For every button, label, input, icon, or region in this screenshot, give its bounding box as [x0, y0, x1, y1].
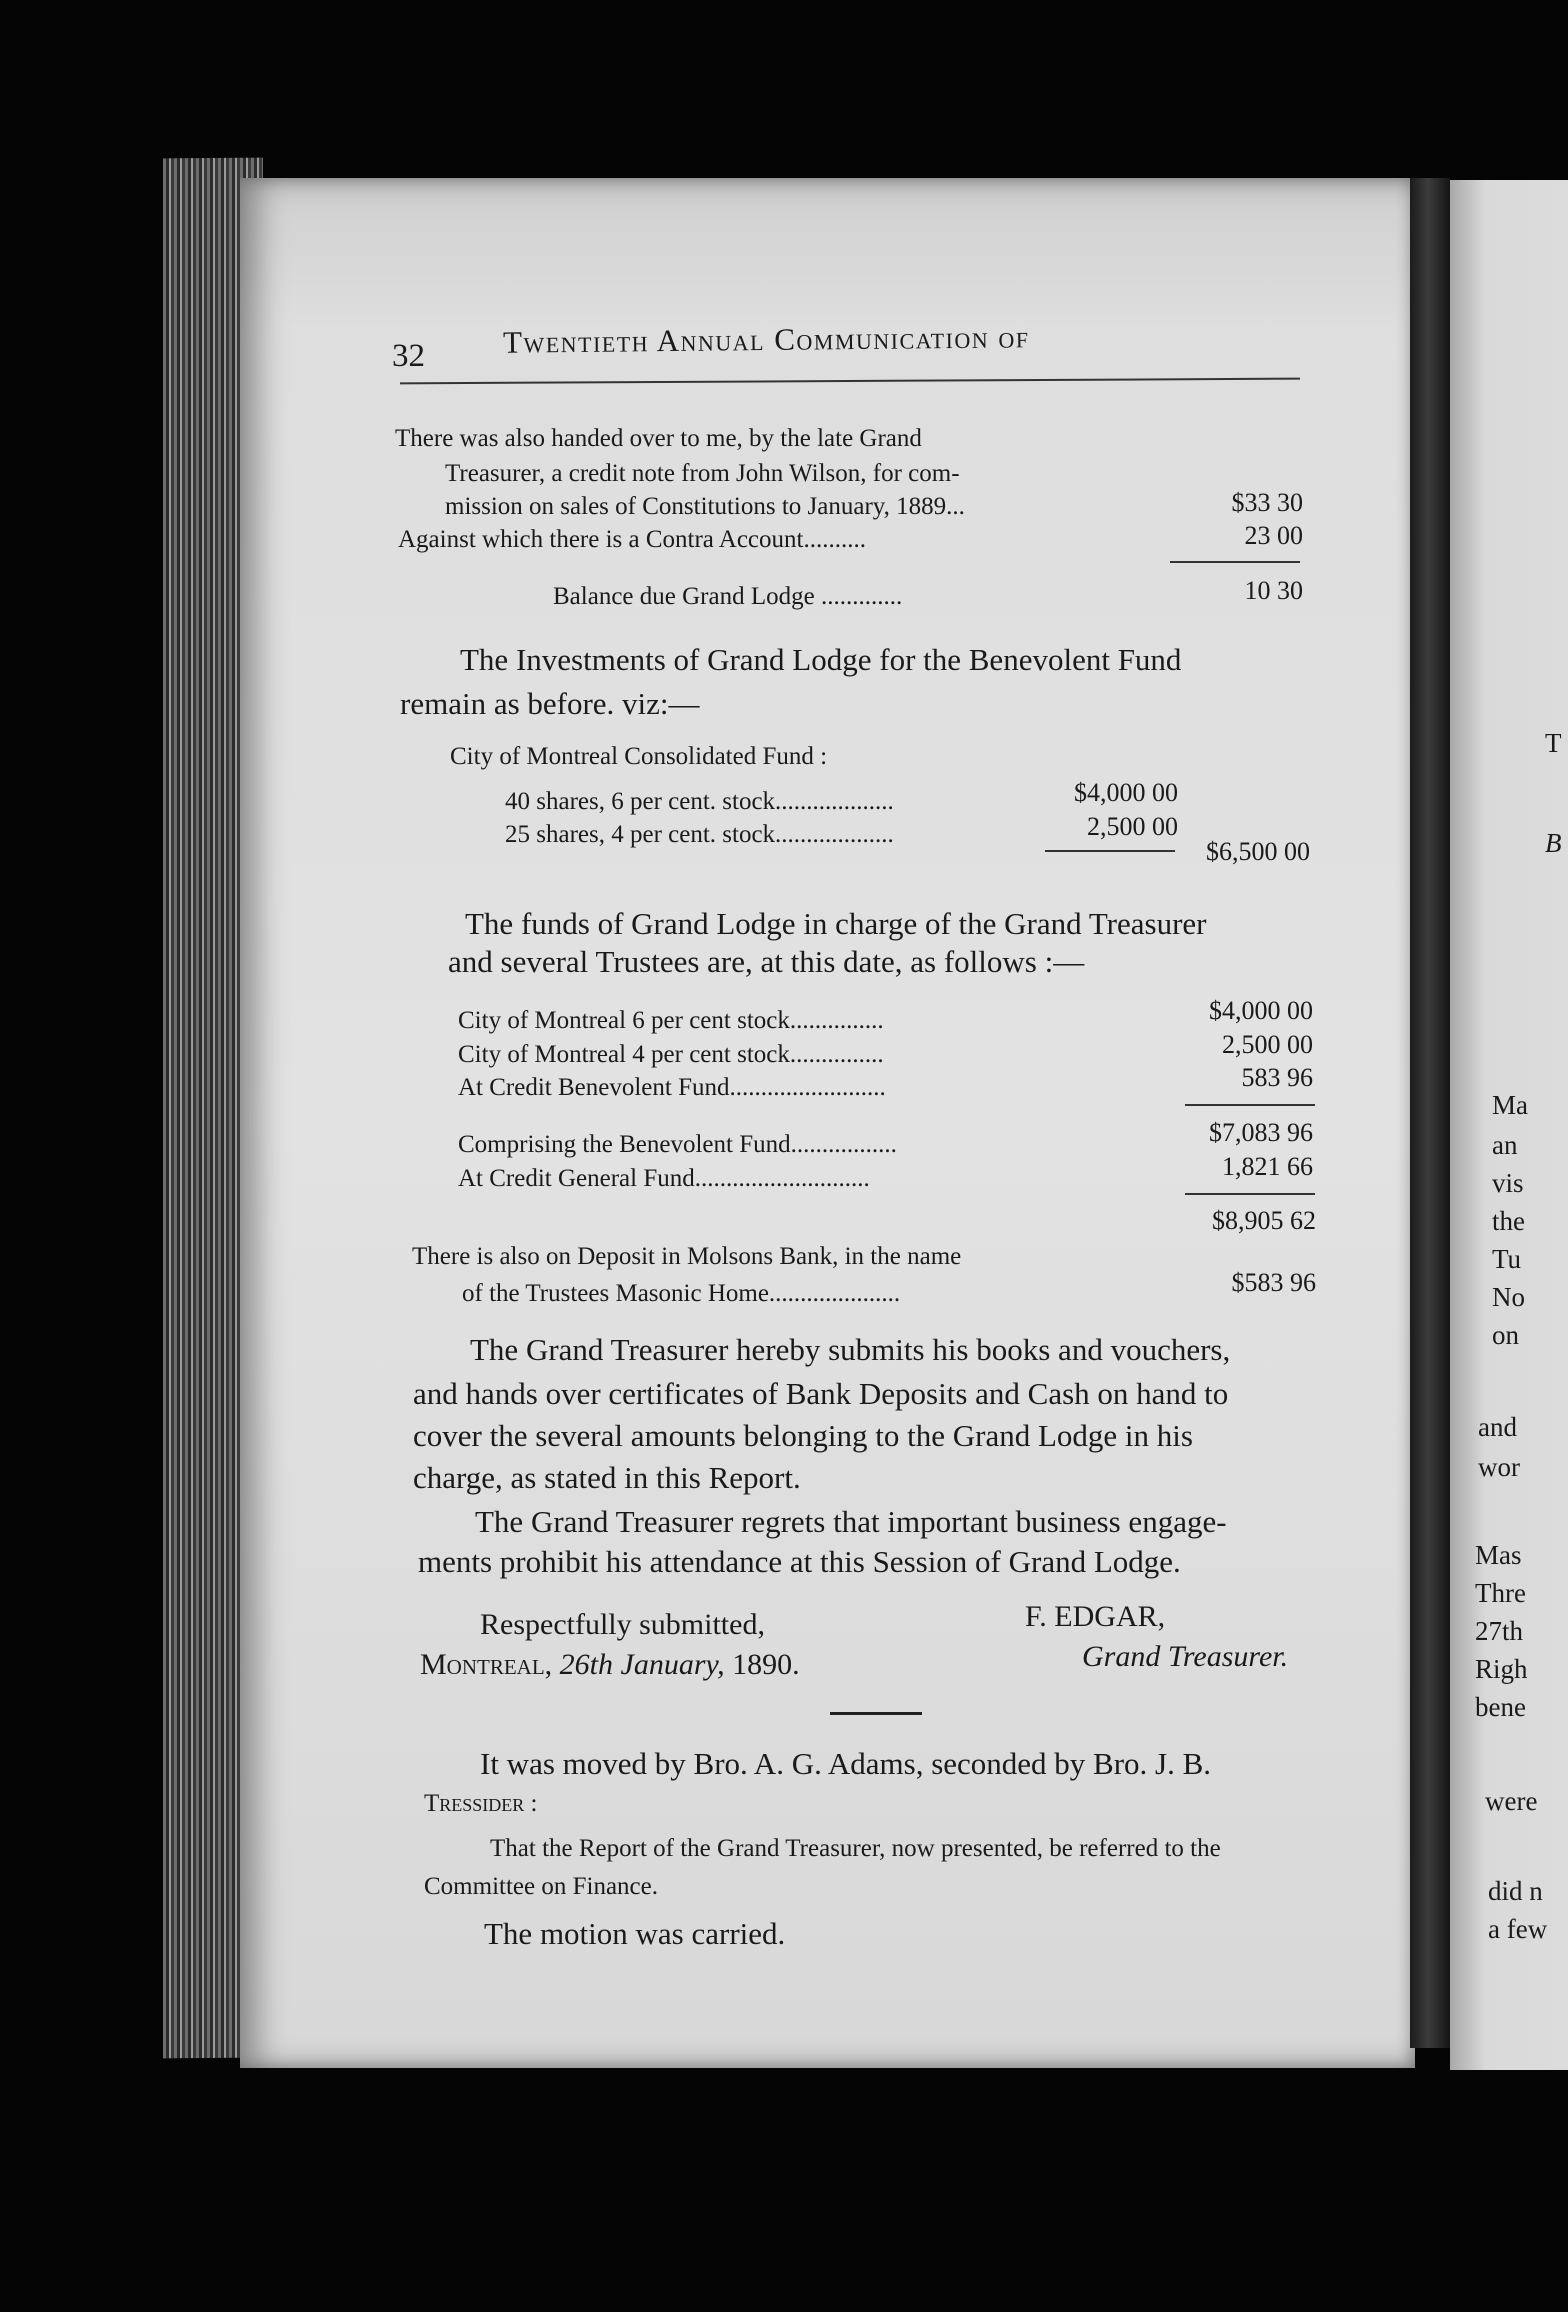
- funds-row-3-label: At Credit Benevolent Fund.........................: [458, 1074, 886, 1101]
- regrets-line-1: The Grand Treasurer regrets that important business engage-: [475, 1504, 1227, 1539]
- next-page-fragment: Ma: [1492, 1090, 1528, 1120]
- next-page-fragment: wor: [1478, 1452, 1520, 1482]
- contra-account-line: Against which there is a Contra Account..........: [398, 526, 866, 553]
- signature-place-date: [420, 1648, 800, 1682]
- funds-sum-rule-1: [1185, 1104, 1315, 1106]
- next-page-fragment: bene: [1475, 1692, 1526, 1722]
- funds-row-4-amount: $7,083 96: [1209, 1118, 1313, 1147]
- funds-row-2-amount: 2,500 00: [1222, 1030, 1313, 1059]
- signature-place: Montreal,: [420, 1648, 553, 1681]
- consolidated-fund-heading: City of Montreal Consolidated Fund :: [450, 743, 828, 770]
- signature-date: 26th January,: [559, 1648, 725, 1681]
- next-page-fragment: vis: [1492, 1168, 1524, 1198]
- next-page-fragment: on: [1492, 1320, 1519, 1350]
- investment-sum-rule: [1045, 850, 1175, 852]
- signature-year: 1890.: [732, 1648, 800, 1681]
- book-gutter: [1410, 178, 1450, 2048]
- page-number: 32: [392, 338, 425, 374]
- next-page-fragment: B: [1545, 828, 1562, 858]
- submission-line-4: charge, as stated in this Report.: [413, 1460, 801, 1495]
- motion-line-1: It was moved by Bro. A. G. Adams, seconded by Bro. J. B.: [480, 1746, 1212, 1781]
- funds-row-1-label: City of Montreal 6 per cent stock...............: [458, 1007, 884, 1034]
- motion-carried: The motion was carried.: [484, 1916, 786, 1951]
- funds-sum-rule-2: [1185, 1193, 1315, 1195]
- investment-row-2-label: 25 shares, 4 per cent. stock...................: [505, 821, 894, 848]
- balance-amount: 10 30: [1244, 576, 1303, 605]
- investment-row-1-amount: $4,000 00: [1074, 778, 1178, 807]
- submission-line-3: cover the several amounts belonging to the Grand Lodge in his: [413, 1418, 1193, 1453]
- motion-line-2: Tressider :: [424, 1790, 538, 1817]
- funds-row-5-amount: 1,821 66: [1222, 1152, 1313, 1181]
- next-page-fragment: Tu: [1492, 1244, 1522, 1274]
- credit-note-line-3: mission on sales of Constitutions to January, 1889...: [445, 493, 965, 520]
- next-page-fragment: No: [1492, 1282, 1525, 1312]
- next-page-fragment: 27th: [1475, 1616, 1524, 1646]
- deposit-amount: $583 96: [1231, 1268, 1316, 1297]
- deposit-line-2: of the Trustees Masonic Home.....................: [462, 1280, 901, 1307]
- submission-line-2: and hands over certificates of Bank Deposits and Cash on hand to: [413, 1376, 1229, 1411]
- signatory-name: F. EDGAR,: [1025, 1600, 1166, 1633]
- investments-para-line-1: The Investments of Grand Lodge for the Benevolent Fund: [460, 642, 1182, 677]
- balance-label: Balance due Grand Lodge .............: [553, 583, 903, 610]
- next-page-fragment: a few: [1488, 1914, 1548, 1944]
- next-page-fragment: Mas: [1475, 1540, 1522, 1570]
- credit-note-line-1: There was also handed over to me, by the late Grand: [395, 425, 922, 452]
- next-page-fragment: Thre: [1475, 1578, 1526, 1608]
- funds-row-1-amount: $4,000 00: [1209, 996, 1313, 1025]
- next-page-fragment: an: [1492, 1130, 1518, 1160]
- regrets-line-2: ments prohibit his attendance at this Session of Grand Lodge.: [418, 1544, 1181, 1579]
- funds-row-5-label: At Credit General Fund............................: [458, 1165, 870, 1192]
- next-page-fragment: the: [1492, 1206, 1525, 1236]
- next-page-fragment: Righ: [1475, 1654, 1528, 1684]
- deposit-line-1: There is also on Deposit in Molsons Bank, in the name: [412, 1243, 962, 1270]
- funds-row-4-label: Comprising the Benevolent Fund.................: [458, 1131, 897, 1158]
- next-page-fragment: did n: [1488, 1876, 1543, 1906]
- funds-grand-total: $8,905 62: [1212, 1206, 1316, 1235]
- funds-para-line-2: and several Trustees are, at this date, as follows :—: [448, 944, 1085, 979]
- section-divider: [830, 1712, 922, 1715]
- commission-amount: $33 30: [1231, 488, 1303, 517]
- submission-line-1: The Grand Treasurer hereby submits his books and vouchers,: [470, 1332, 1231, 1367]
- investment-row-1-label: 40 shares, 6 per cent. stock...................: [505, 788, 894, 815]
- funds-row-2-label: City of Montreal 4 per cent stock...............: [458, 1041, 884, 1068]
- next-page-fragment: were: [1485, 1786, 1538, 1816]
- investment-row-2-amount: 2,500 00: [1087, 812, 1178, 841]
- next-page-fragment: and: [1478, 1412, 1517, 1442]
- funds-row-3-amount: 583 96: [1241, 1063, 1313, 1092]
- sum-rule-1: [1170, 561, 1300, 563]
- resolution-line-2: Committee on Finance.: [424, 1873, 658, 1900]
- contra-amount: 23 00: [1244, 521, 1303, 550]
- funds-para-line-1: The funds of Grand Lodge in charge of the Grand Treasurer: [465, 906, 1207, 941]
- running-header-title: Twentieth Annual Communication of: [502, 319, 1030, 360]
- signatory-title: Grand Treasurer.: [1082, 1640, 1289, 1673]
- next-page-fragment: T: [1545, 728, 1562, 758]
- closing-text: Respectfully submitted,: [480, 1608, 765, 1641]
- resolution-line-1: That the Report of the Grand Treasurer, now presented, be referred to the: [490, 1835, 1221, 1862]
- investments-para-line-2: remain as before. viz:—: [400, 686, 700, 721]
- credit-note-line-2: Treasurer, a credit note from John Wilson, for com-: [445, 460, 960, 487]
- investment-total: $6,500 00: [1206, 837, 1310, 866]
